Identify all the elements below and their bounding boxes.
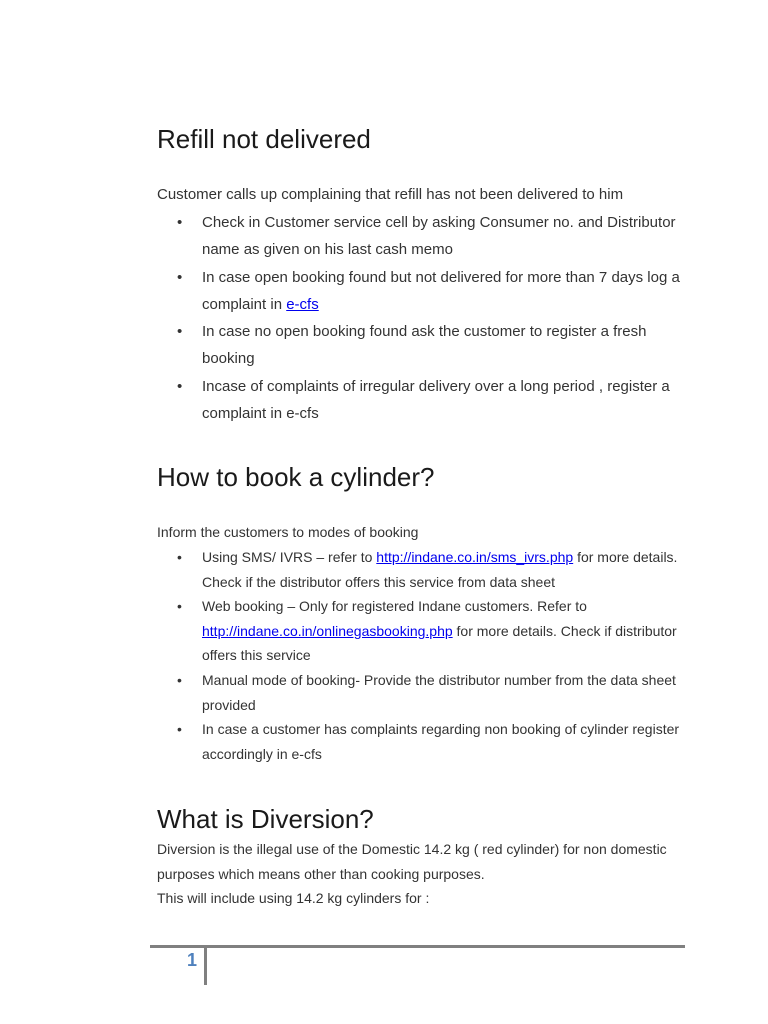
list-item xyxy=(157,545,687,594)
list-item-text: Incase of complaints of irregular delivery over a long period , register a complaint in e-cfs xyxy=(202,377,670,423)
list-item-text-after: for more details. Check if the distributor offers this service from data sheet xyxy=(202,549,678,590)
bullet-icon: • xyxy=(177,598,182,615)
list-item-text: Web booking – Only for registered Indane customers. Refer to xyxy=(202,598,587,615)
bullet-icon: • xyxy=(177,268,183,286)
footer-divider xyxy=(204,947,207,985)
online-booking-link[interactable]: http://indane.co.in/onlinegasbooking.php xyxy=(202,622,453,639)
list-item xyxy=(157,594,687,668)
paragraph-diversion: Diversion is the illegal use of the Domestic 14.2 kg ( red cylinder) for non domestic purposes which means other than cooking purposes. xyxy=(157,841,667,882)
list-item xyxy=(157,717,687,766)
list-item-text: In case a customer has complaints regarding non booking of cylinder register accordingly in e-cfs xyxy=(202,721,680,762)
heading-refill-not-delivered: Refill not delivered xyxy=(157,124,371,154)
sms-ivrs-link[interactable]: http://indane.co.in/sms_ivrs.php xyxy=(376,549,574,565)
intro-booking: Inform the customers to modes of booking xyxy=(157,524,419,540)
list-item-text: Using SMS/ IVRS – refer to xyxy=(202,549,377,565)
heading-how-to-book: How to book a cylinder? xyxy=(157,462,435,492)
list-item xyxy=(157,209,687,264)
bullet-icon: • xyxy=(177,549,182,565)
footer-rule xyxy=(150,945,685,948)
list-item xyxy=(157,318,687,373)
paragraph-diversion-list-intro: This will include using 14.2 kg cylinders for : xyxy=(157,890,430,906)
bullet-icon: • xyxy=(177,721,182,738)
page-number: 1 xyxy=(187,950,198,970)
ecfs-link[interactable]: e-cfs xyxy=(286,295,319,313)
list-item-text: Manual mode of booking- Provide the distributor number from the data sheet provided xyxy=(202,671,676,713)
bullet-icon: • xyxy=(177,323,183,341)
list-booking xyxy=(157,545,687,766)
list-refill xyxy=(157,209,687,427)
list-item xyxy=(157,373,687,428)
list-item-text: Check in Customer service cell by asking Consumer no. and Distributor name as given on his last cash memo xyxy=(202,214,676,259)
intro-refill: Customer calls up complaining that refill has not been delivered to him xyxy=(157,186,624,203)
heading-what-is-diversion: What is Diversion? xyxy=(157,804,374,834)
list-item xyxy=(157,668,687,717)
bullet-icon: • xyxy=(177,671,182,688)
list-item-text-after: for more details. Check if distributor offers this service xyxy=(202,622,677,664)
list-item xyxy=(157,264,687,319)
bullet-icon: • xyxy=(177,214,183,231)
list-item-text: In case open booking found but not delivered for more than 7 days log a complaint in xyxy=(202,268,680,313)
bullet-icon: • xyxy=(177,377,183,395)
list-item-text: In case no open booking found ask the customer to register a fresh booking xyxy=(202,323,647,368)
